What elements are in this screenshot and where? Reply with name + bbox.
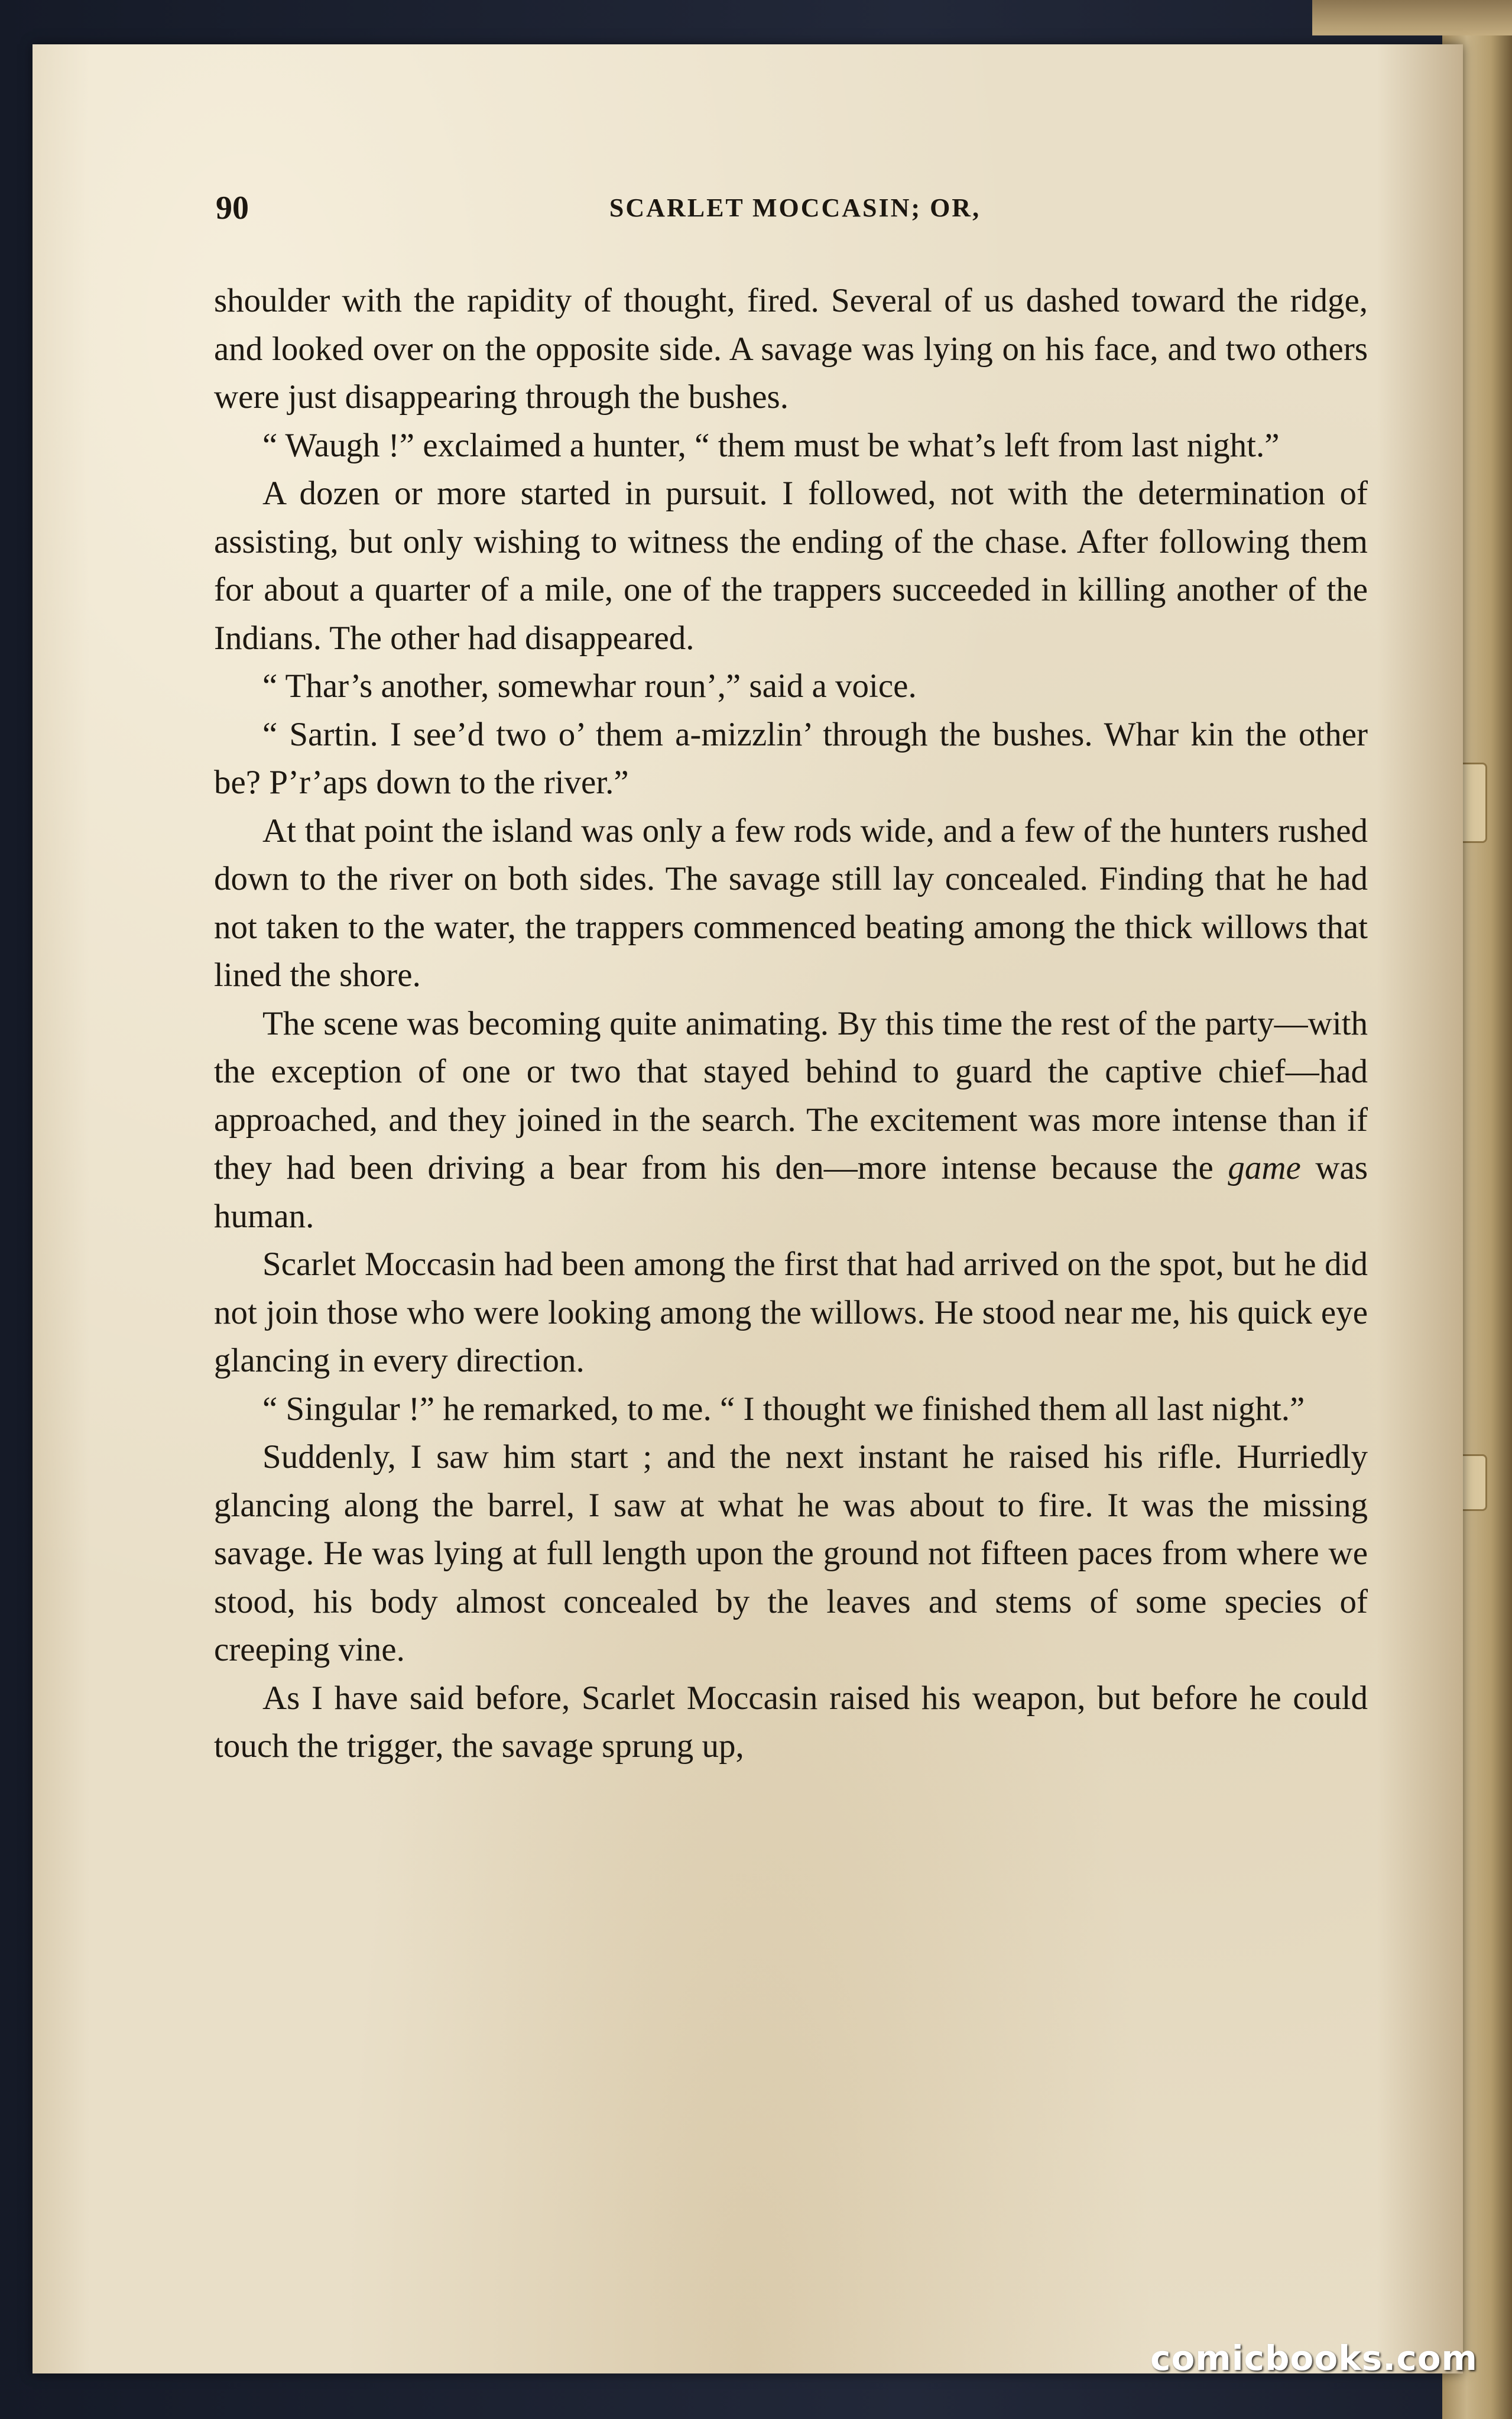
paragraph-7-text: The scene was becoming quite animating. By this time the rest of the party—with the exception of one or two that stayed behind to guard the captive chief—had approached, and they joined in the search. The excitement was more intense than if they had been driving a bear from his den—more intense because the bbox=[214, 1004, 1368, 1186]
running-title: SCARLET MOCCASIN; OR, bbox=[609, 193, 981, 222]
running-head bbox=[216, 184, 1374, 232]
paragraph-8: Scarlet Moccasin had been among the first that had arrived on the spot, but he did not join those who were looking among the willows. He stood near me, his quick eye glancing in every direction. bbox=[214, 1246, 1368, 1379]
page-number: 90 bbox=[216, 190, 249, 226]
watermark: comicbooks.com bbox=[1150, 2338, 1478, 2378]
paragraph-7-emphasis: game bbox=[1228, 1149, 1301, 1186]
paragraph-7-after: was human. bbox=[214, 1149, 1368, 1235]
paragraph-6: At that point the island was only a few rods wide, and a few of the hunters rushed down to the river on both sides. The savage still lay concealed. Finding that he had not taken to the water, the trappers commenced beating among the thick willows that lined the shore. bbox=[214, 812, 1368, 994]
paragraph-3: A dozen or more started in pursuit. I followed, not with the determination of assisting, but only wishing to witness the ending of the chase. After following them for about a quarter of a mile, one of the trappers succeeded in killing another of the Indians. The other had disappeared. bbox=[214, 475, 1368, 657]
paragraph-7 bbox=[214, 1000, 1368, 1241]
book-corner bbox=[1312, 0, 1512, 35]
paragraph-11: As I have said before, Scarlet Moccasin raised his weapon, but before he could touch the trigger, the savage sprung up, bbox=[214, 1679, 1368, 1765]
paragraph-5: “ Sartin. I see’d two o’ them a-mizzlin’ through the bushes. Whar kin the other be? P’r’aps down to the river.” bbox=[214, 715, 1368, 801]
paragraph-10: Suddenly, I saw him start ; and the next instant he raised his rifle. Hurriedly glancing along the barrel, I saw at what he was about to fire. It was the missing savage. He was lying at full length upon the ground not fifteen paces from where we stood, his body almost concealed by the leaves and stems of some species of creeping vine. bbox=[214, 1438, 1368, 1668]
paragraph-9: “ Singular !” he remarked, to me. “ I thought we finished them all last night.” bbox=[262, 1390, 1305, 1428]
paragraph-2: “ Waugh !” exclaimed a hunter, “ them must be what’s left from last night.” bbox=[262, 426, 1280, 464]
paragraph-1: shoulder with the rapidity of thought, fired. Several of us dashed toward the ridge, and looked over on the opposite side. A savage was lying on his face, and two others were just disappearing through the bushes. bbox=[214, 282, 1368, 416]
paragraph-4: “ Thar’s another, somewhar roun’,” said a voice. bbox=[262, 667, 917, 705]
page-body-text bbox=[214, 277, 1368, 1771]
